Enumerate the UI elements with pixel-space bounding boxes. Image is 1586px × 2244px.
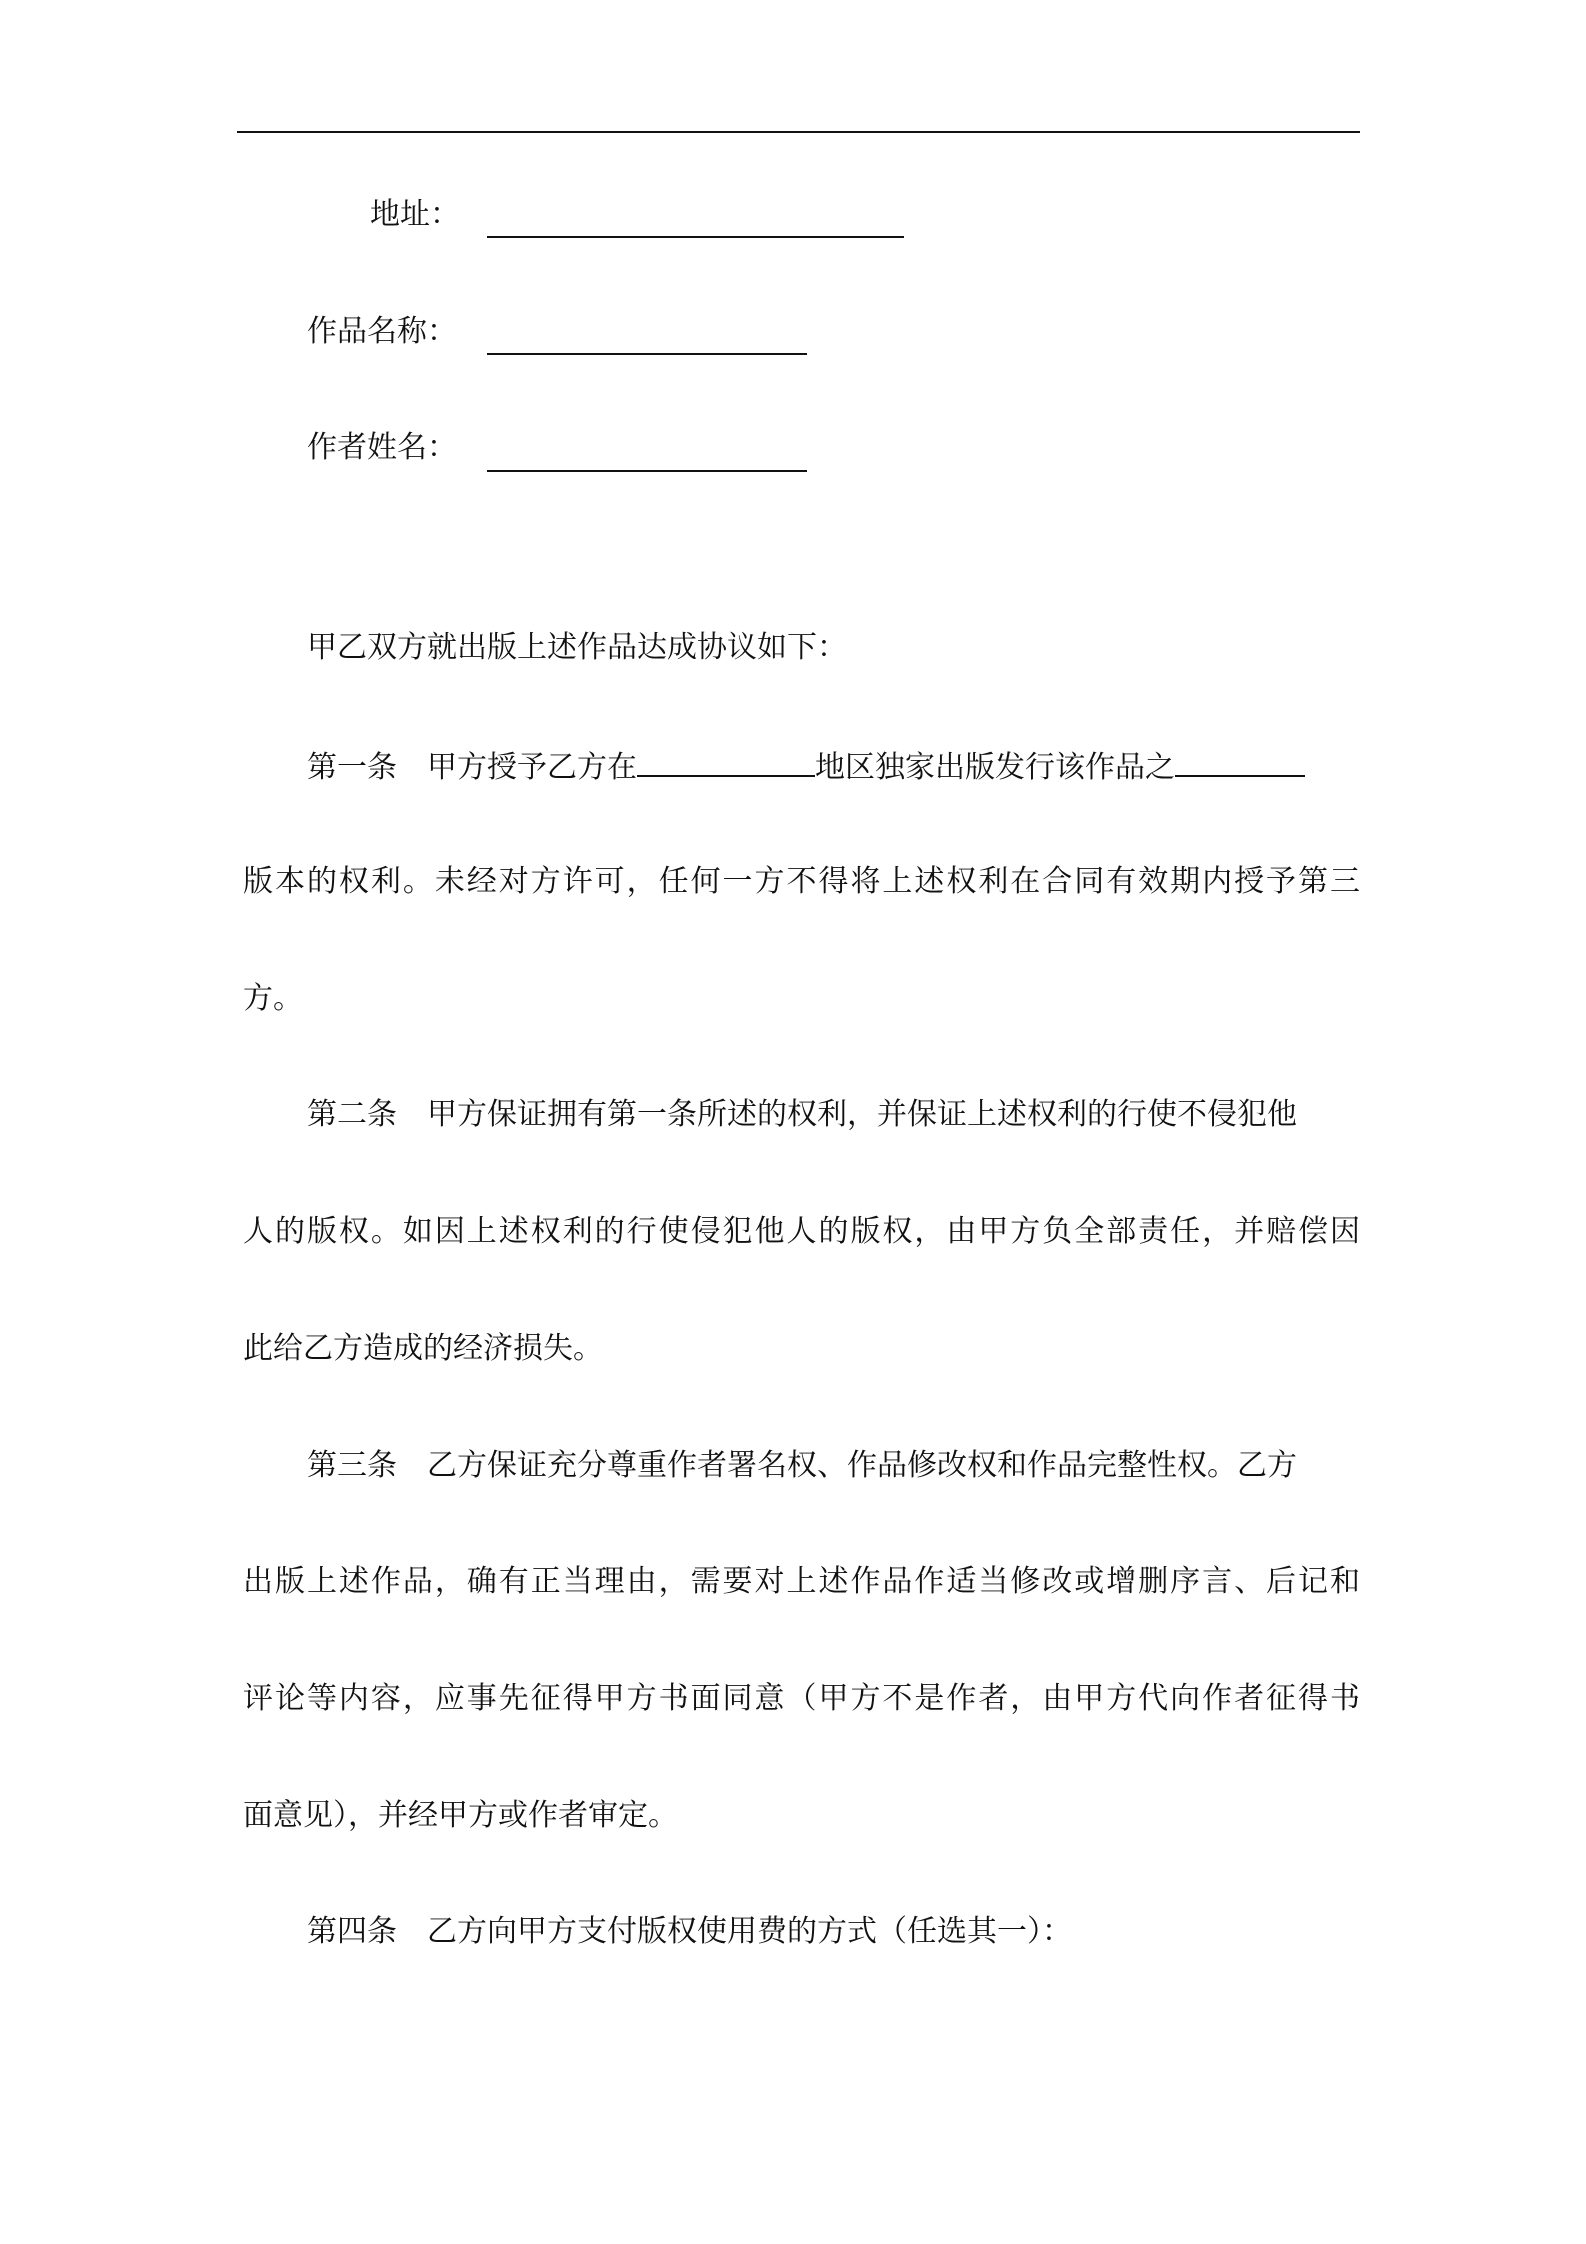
article-2-line-3: 此给乙方造成的经济损失。 <box>243 1331 603 1366</box>
article-2-line-1 <box>307 1095 1360 1135</box>
article-3-line-4: 面意见），并经甲方或作者审定。 <box>243 1798 678 1833</box>
article-1-line-3: 方。 <box>243 981 303 1016</box>
article-3-line-2: 出版上述作品，确有正当理由，需要对上述作品作适当修改或增删序言、后记和 <box>243 1564 1360 1599</box>
article-3-line-3: 评论等内容，应事先征得甲方书面同意（甲方不是作者，由甲方代向作者征得书 <box>243 1681 1360 1716</box>
work-title-label: 作品名称： <box>307 314 457 349</box>
intro-paragraph: 甲乙双方就出版上述作品达成协议如下： <box>307 630 847 665</box>
header-rule <box>237 131 1360 133</box>
author-name-field[interactable] <box>487 470 807 472</box>
article-1-line-1 <box>307 745 1362 788</box>
region-blank-field[interactable] <box>637 745 815 777</box>
article-4-text: 乙方向甲方支付版权使用费的方式（任选其一）： <box>427 1914 1072 1949</box>
article-1-text-part-1: 甲方授予乙方在 <box>427 750 637 785</box>
address-label: 地址： <box>370 197 460 232</box>
article-3-line-1 <box>307 1446 1360 1486</box>
work-title-field[interactable] <box>487 353 807 355</box>
article-1-text-part-2: 地区独家出版发行该作品之 <box>815 750 1175 785</box>
article-1-line-2: 版本的权利。未经对方许可，任何一方不得将上述权利在合同有效期内授予第三 <box>243 864 1360 899</box>
article-4-line-1 <box>307 1912 1360 1952</box>
address-field[interactable] <box>487 236 904 238</box>
article-3-text: 乙方保证充分尊重作者署名权、作品修改权和作品完整性权。乙方 <box>427 1448 1297 1483</box>
edition-blank-field[interactable] <box>1175 745 1305 777</box>
article-3-heading: 第三条 <box>307 1448 397 1483</box>
author-name-label: 作者姓名： <box>307 430 457 465</box>
article-2-heading: 第二条 <box>307 1097 397 1132</box>
article-2-text: 甲方保证拥有第一条所述的权利，并保证上述权利的行使不侵犯他 <box>427 1097 1297 1132</box>
article-1-heading: 第一条 <box>307 750 397 785</box>
article-2-line-2: 人的版权。如因上述权利的行使侵犯他人的版权，由甲方负全部责任，并赔偿因 <box>243 1214 1360 1249</box>
article-4-heading: 第四条 <box>307 1914 397 1949</box>
